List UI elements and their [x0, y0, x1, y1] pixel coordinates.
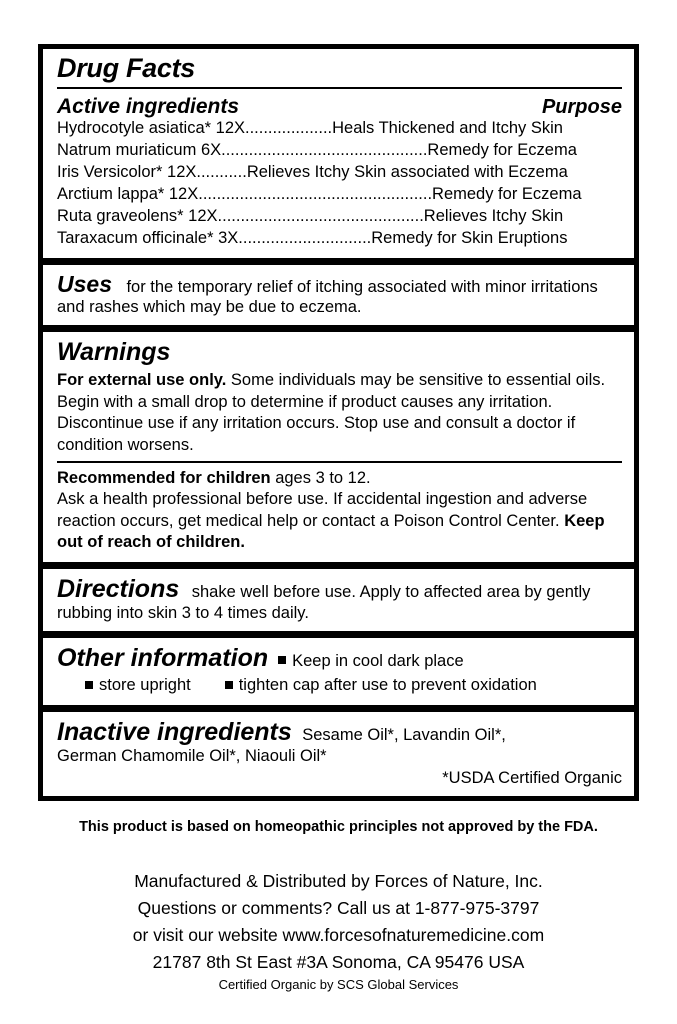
warnings-children [57, 468, 622, 489]
children-text: ages 3 to 12. [270, 469, 371, 487]
other-info-bullet-text: store upright [99, 676, 191, 695]
square-bullet-icon [225, 681, 233, 689]
other-information-section [43, 638, 634, 705]
section-divider [43, 562, 634, 569]
active-ingredients-header-row [57, 95, 622, 118]
active-ingredient-row: Natrum muriaticum 6X.............................................Remedy for Eczema [57, 141, 577, 160]
other-info-bullet-item [225, 674, 537, 696]
other-info-row-1 [57, 644, 622, 673]
inactive-ingredients-text-1: Sesame Oil*, Lavandin Oil*, [302, 725, 506, 744]
active-ingredients-heading: Active ingredients [57, 95, 240, 119]
fda-disclaimer: This product is based on homeopathic principles not approved by the FDA. [79, 819, 598, 835]
drug-facts-panel [38, 44, 639, 801]
section-divider [43, 631, 634, 638]
active-ingredient-row: Hydrocotyle asiatica* 12X...................Heals Thickened and Itchy Skin [57, 119, 563, 138]
section-divider [43, 325, 634, 332]
uses-text: for the temporary relief of itching associated with minor irritations and rashes which may be due to eczema. [57, 278, 598, 316]
directions-section [43, 569, 634, 631]
warnings-divider [57, 461, 622, 463]
ingestion-text: Ask a health professional before use. If accidental ingestion and adverse reaction occurs, get medical help or contact a Poison Control Center. [57, 490, 588, 530]
manufacturer-line: Manufactured & Distributed by Forces of Nature, Inc. [134, 871, 543, 891]
warnings-ingestion [57, 489, 622, 553]
active-ingredient-row: Iris Versicolor* 12X...........Relieves Itchy Skin associated with Eczema [57, 163, 568, 182]
other-info-bullet-text: tighten cap after use to prevent oxidation [238, 676, 537, 695]
uses-heading: Uses [57, 271, 112, 298]
children-bold: Recommended for children [57, 469, 271, 487]
other-information-heading: Other information [57, 643, 269, 672]
directions-text: shake well before use. Apply to affected area by gently rubbing into skin 3 to 4 times daily. [57, 582, 591, 622]
warnings-external-use [57, 370, 622, 456]
section-divider [43, 258, 634, 265]
warnings-section [43, 332, 634, 562]
warnings-heading: Warnings [57, 337, 171, 366]
usda-organic-note: *USDA Certified Organic [442, 768, 622, 787]
other-info-bullet-item [85, 674, 191, 696]
other-info-bullet-text: Keep in cool dark place [292, 651, 464, 670]
inactive-ingredients-heading: Inactive ingredients [57, 717, 292, 746]
website-line: or visit our website www.forcesofnaturemedicine.com [132, 925, 545, 946]
inactive-ingredients-section [43, 712, 634, 796]
square-bullet-icon [85, 681, 93, 689]
other-info-row-2 [57, 674, 622, 696]
active-ingredient-row: Arctium lappa* 12X...................................................Remedy for Eczema [57, 185, 582, 204]
questions-line: Questions or comments? Call us at 1-877-975-3797 [137, 898, 540, 919]
external-use-bold: For external use only. [57, 371, 227, 390]
external-use-text: Some individuals may be sensitive to essential oils. Begin with a small drop to determine if product causes any irritation. Discontinue use if any irritation occurs. Stop use and consult a doctor if condition worsens. [57, 371, 606, 454]
certification-line: Certified Organic by SCS Global Services [218, 977, 459, 992]
inactive-ingredients-text-2: German Chamomile Oil*, Niaouli Oil* [57, 747, 327, 766]
active-ingredient-row: Ruta graveolens* 12X.............................................Relieves Itchy Skin [57, 207, 564, 226]
other-info-bullet-item [278, 650, 464, 672]
directions-heading: Directions [57, 574, 180, 603]
manufacturer-block [38, 868, 639, 977]
active-ingredient-row: Taraxacum officinale* 3X.............................Remedy for Skin Eruptions [57, 229, 568, 248]
address-line: 21787 8th St East #3A Sonoma, CA 95476 USA [152, 952, 525, 973]
square-bullet-icon [278, 656, 286, 664]
section-divider [43, 705, 634, 712]
uses-block [57, 271, 622, 316]
keep-out-bold: Keep out of reach of children. [57, 511, 605, 552]
uses-section [43, 265, 634, 324]
page-title: Drug Facts [57, 53, 196, 83]
inactive-line-1 [57, 718, 622, 747]
active-ingredients-section [43, 89, 634, 258]
purpose-heading: Purpose [541, 96, 622, 119]
